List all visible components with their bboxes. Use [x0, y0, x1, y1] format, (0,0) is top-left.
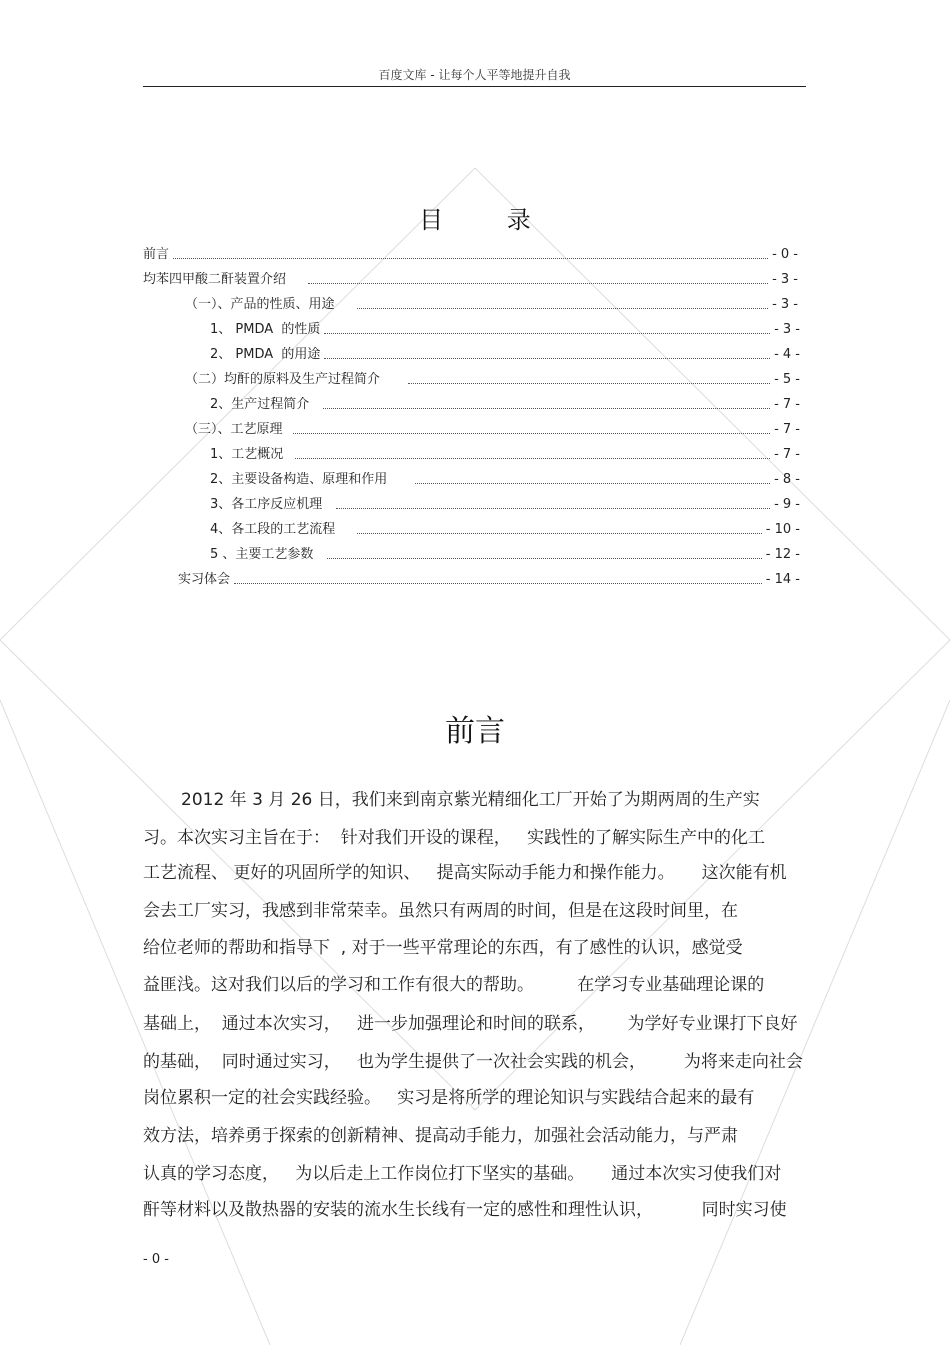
toc-entry-page: - 0 -	[772, 247, 798, 262]
toc-leader-dots	[357, 533, 762, 534]
toc-entry[interactable]	[210, 444, 800, 464]
preface-line: 岗位累积一定的社会实践经验。 实习是将所学的理论知识与实践结合起来的最有	[143, 1088, 755, 1108]
toc-leader-dots	[415, 483, 770, 484]
preface-line: 会去工厂实习，我感到非常荣幸。虽然只有两周的时间，但是在这段时间里，在	[143, 901, 738, 921]
preface-line: 效方法，培养勇于探索的创新精神、提高动手能力，加强社会活动能力，与严肃	[143, 1126, 738, 1146]
toc-leader-dots	[408, 383, 770, 384]
toc-leader-dots	[324, 333, 770, 334]
toc-entry-label: 1、 PMDA 的性质	[210, 322, 321, 337]
toc-entry-page: - 5 -	[774, 372, 800, 387]
preface-line: 工艺流程、 更好的巩固所学的知识、 提高实际动手能力和操作能力。 这次能有机	[143, 863, 787, 883]
toc-title: 目 录	[419, 206, 559, 234]
toc-entry-label: 前言	[143, 247, 170, 262]
preface-line: 酐等材料以及散热器的安装的流水生长线有一定的感性和理性认识， 同时实习使	[143, 1200, 787, 1220]
preface-line: 基础上， 通过本次实习， 进一步加强理论和时间的联系， 为学好专业课打下良好	[143, 1014, 798, 1034]
toc-entry[interactable]	[143, 244, 798, 264]
toc-entry-page: - 7 -	[774, 397, 800, 412]
toc-entry-label: 2、 PMDA 的用途	[210, 347, 321, 362]
toc-entry-page: - 10 -	[765, 522, 800, 537]
toc-entry-page: - 8 -	[774, 472, 800, 487]
toc-entry[interactable]	[210, 519, 800, 539]
toc-entry-page: - 14 -	[765, 572, 800, 587]
toc-entry-label: 1、工艺概况	[210, 447, 284, 462]
page-number: - 0 -	[143, 1252, 169, 1267]
toc-entry[interactable]	[210, 319, 800, 339]
toc-leader-dots	[295, 458, 770, 459]
toc-leader-dots	[323, 408, 770, 409]
toc-entry-label: 4、各工段的工艺流程	[210, 522, 336, 537]
toc-entry-label: 2、主要设备构造、原理和作用	[210, 472, 388, 487]
toc-entry-label: （一）、产品的性质、用途	[185, 297, 335, 312]
toc-leader-dots	[234, 583, 762, 584]
toc-entry-label: （三）、工艺原理	[185, 422, 283, 437]
toc-leader-dots	[336, 508, 770, 509]
toc-entry-page: - 7 -	[774, 422, 800, 437]
toc-leader-dots	[327, 558, 761, 559]
preface-line: 益匪浅。这对我们以后的学习和工作有很大的帮助。 在学习专业基础理论课的	[143, 975, 765, 995]
toc-entry[interactable]	[185, 369, 800, 389]
preface-line: 的基础， 同时通过实习， 也为学生提供了一次社会实践的机会， 为将来走向社会	[143, 1052, 803, 1072]
preface-line: 认真的学习态度， 为以后走上工作岗位打下坚实的基础。 通过本次实习使我们对	[143, 1164, 782, 1184]
preface-line: 2012 年 3 月 26 日，我们来到南京紫光精细化工厂开始了为期两周的生产实	[181, 790, 760, 810]
preface-line: 给位老师的帮助和指导下 , 对于一些平常理论的东西，有了感性的认识，感觉受	[143, 938, 743, 958]
toc-entry-page: - 3 -	[772, 272, 798, 287]
toc-entry[interactable]	[210, 394, 800, 414]
toc-entry-page: - 3 -	[774, 322, 800, 337]
toc-entry[interactable]	[210, 344, 800, 364]
toc-entry-label: 实习体会	[178, 572, 231, 587]
toc-entry-page: - 7 -	[774, 447, 800, 462]
toc-leader-dots	[293, 433, 771, 434]
toc-leader-dots	[357, 308, 769, 309]
toc-entry[interactable]	[185, 419, 800, 439]
toc-entry[interactable]	[185, 294, 798, 314]
page-header: 百度文库 - 让每个人平等地提升自我	[378, 68, 571, 82]
toc-entry[interactable]	[210, 494, 800, 514]
header-divider	[143, 86, 806, 87]
toc-entry[interactable]	[143, 269, 798, 289]
toc-entry-label: （二）均酐的原料及生产过程简介	[185, 372, 381, 387]
preface-line: 习。本次实习主旨在于： 针对我们开设的课程， 实践性的了解实际生产中的化工	[143, 828, 766, 848]
toc-entry-page: - 9 -	[774, 497, 800, 512]
preface-title: 前言	[445, 714, 505, 749]
toc-entry-page: - 4 -	[774, 347, 800, 362]
toc-entry-page: - 3 -	[772, 297, 798, 312]
toc-entry[interactable]	[210, 544, 800, 564]
toc-leader-dots	[308, 283, 768, 284]
toc-entry-label: 2、生产过程简介	[210, 397, 310, 412]
toc-entry-label: 3、各工序反应机理	[210, 497, 323, 512]
toc-entry-page: - 12 -	[765, 547, 800, 562]
toc-entry-label: 均苯四甲酸二酐装置介绍	[143, 272, 287, 287]
toc-entry-label: 5 、主要工艺参数	[210, 547, 314, 562]
toc-leader-dots	[324, 358, 770, 359]
toc-entry[interactable]	[210, 469, 800, 489]
toc-entry[interactable]	[178, 569, 800, 589]
toc-leader-dots	[173, 258, 768, 259]
